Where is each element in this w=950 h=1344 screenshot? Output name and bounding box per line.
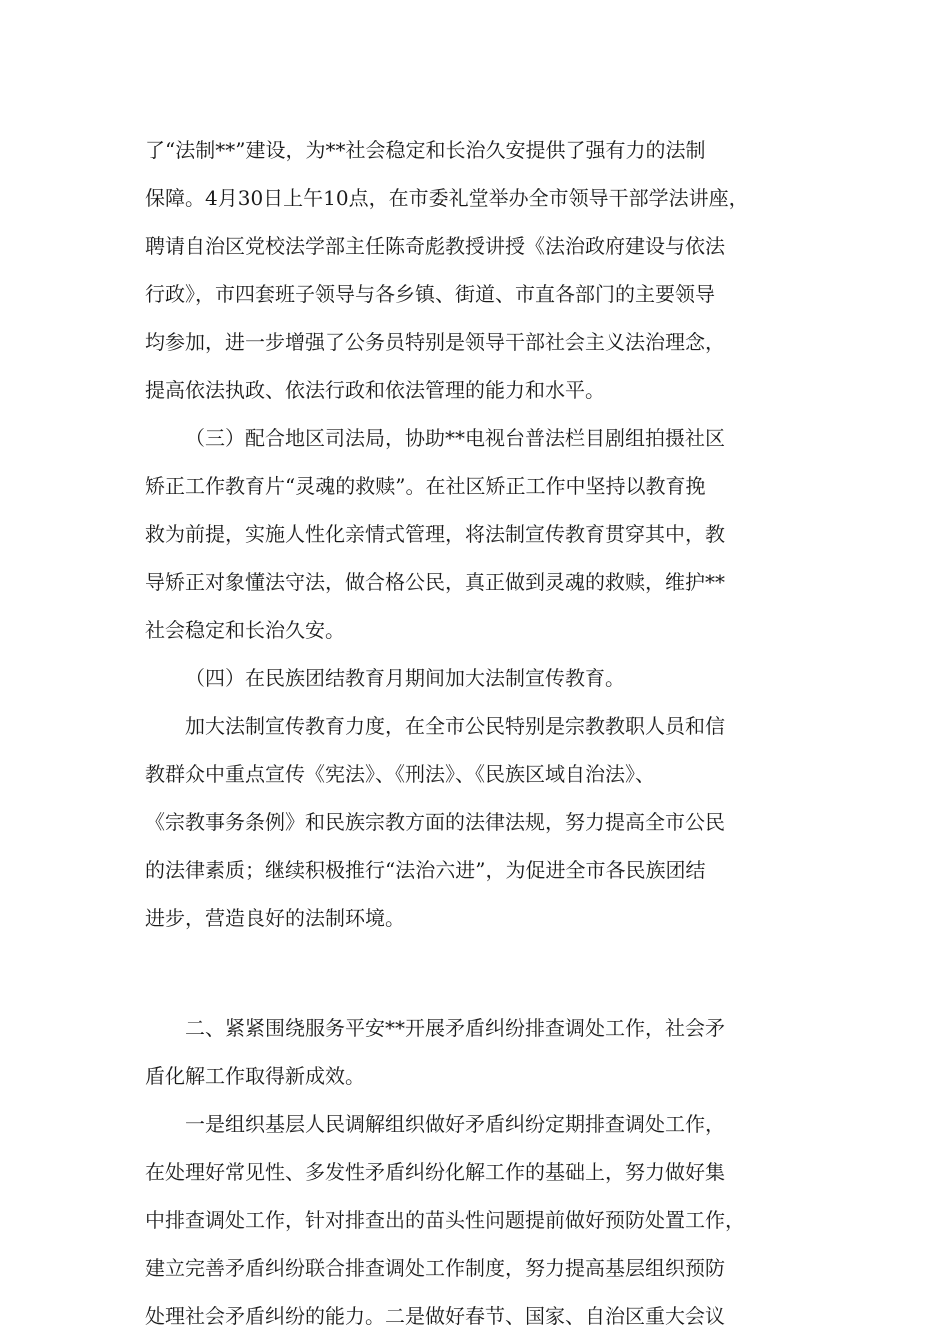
- section-heading: （三）配合地区司法局，协助**电视台普法栏目剧组拍摄社区: [185, 426, 725, 450]
- body-line: 建立完善矛盾纠纷联合排查调处工作制度，努力提高基层组织预防: [145, 1256, 725, 1280]
- body-line: 《宗教事务条例》和民族宗教方面的法律法规，努力提高全市公民: [145, 810, 725, 834]
- body-line: 救为前提，实施人性化亲情式管理，将法制宣传教育贯穿其中，教: [145, 522, 725, 546]
- body-line: 处理社会矛盾纠纷的能力。二是做好春节、国家、自治区重大会议: [145, 1304, 725, 1328]
- section-heading: 二、紧紧围绕服务平安**开展矛盾纠纷排查调处工作，社会矛: [185, 1016, 725, 1040]
- body-line: 的法律素质；继续积极推行“法治六进”，为促进全市各民族团结: [145, 858, 706, 882]
- body-line: 行政》，市四套班子领导与各乡镇、街道、市直各部门的主要领导: [145, 282, 715, 306]
- body-line: 聘请自治区党校法学部主任陈奇彪教授讲授《法治政府建设与依法: [145, 234, 725, 258]
- body-line: 均参加，进一步增强了公务员特别是领导干部社会主义法治理念，: [145, 330, 725, 354]
- body-line: 了“法制**”建设，为**社会稳定和长治久安提供了强有力的法制: [145, 138, 706, 162]
- body-line: 在处理好常见性、多发性矛盾纠纷化解工作的基础上，努力做好集: [145, 1160, 725, 1184]
- body-line: 导矫正对象懂法守法，做合格公民，真正做到灵魂的救赎，维护**: [145, 570, 725, 594]
- body-line: 盾化解工作取得新成效。: [145, 1064, 365, 1088]
- body-line: 中排查调处工作，针对排查出的苗头性问题提前做好预防处置工作，: [145, 1208, 745, 1232]
- paragraph-first-line: 加大法制宣传教育力度，在全市公民特别是宗教教职人员和信: [185, 714, 725, 738]
- body-line: 保障。4月30日上午10点，在市委礼堂举办全市领导干部学法讲座，: [145, 186, 749, 210]
- body-line: 矫正工作教育片“灵魂的救赎”。在社区矫正工作中坚持以教育挽: [145, 474, 706, 498]
- paragraph-first-line: 一是组织基层人民调解组织做好矛盾纠纷定期排查调处工作，: [185, 1112, 725, 1136]
- body-line: 提高依法执政、依法行政和依法管理的能力和水平。: [145, 378, 605, 402]
- body-line: 社会稳定和长治久安。: [145, 618, 345, 642]
- body-line: 教群众中重点宣传《宪法》、《刑法》、《民族区域自治法》、: [145, 762, 655, 786]
- body-line: 进步，营造良好的法制环境。: [145, 906, 405, 930]
- section-heading: （四）在民族团结教育月期间加大法制宣传教育。: [185, 666, 625, 690]
